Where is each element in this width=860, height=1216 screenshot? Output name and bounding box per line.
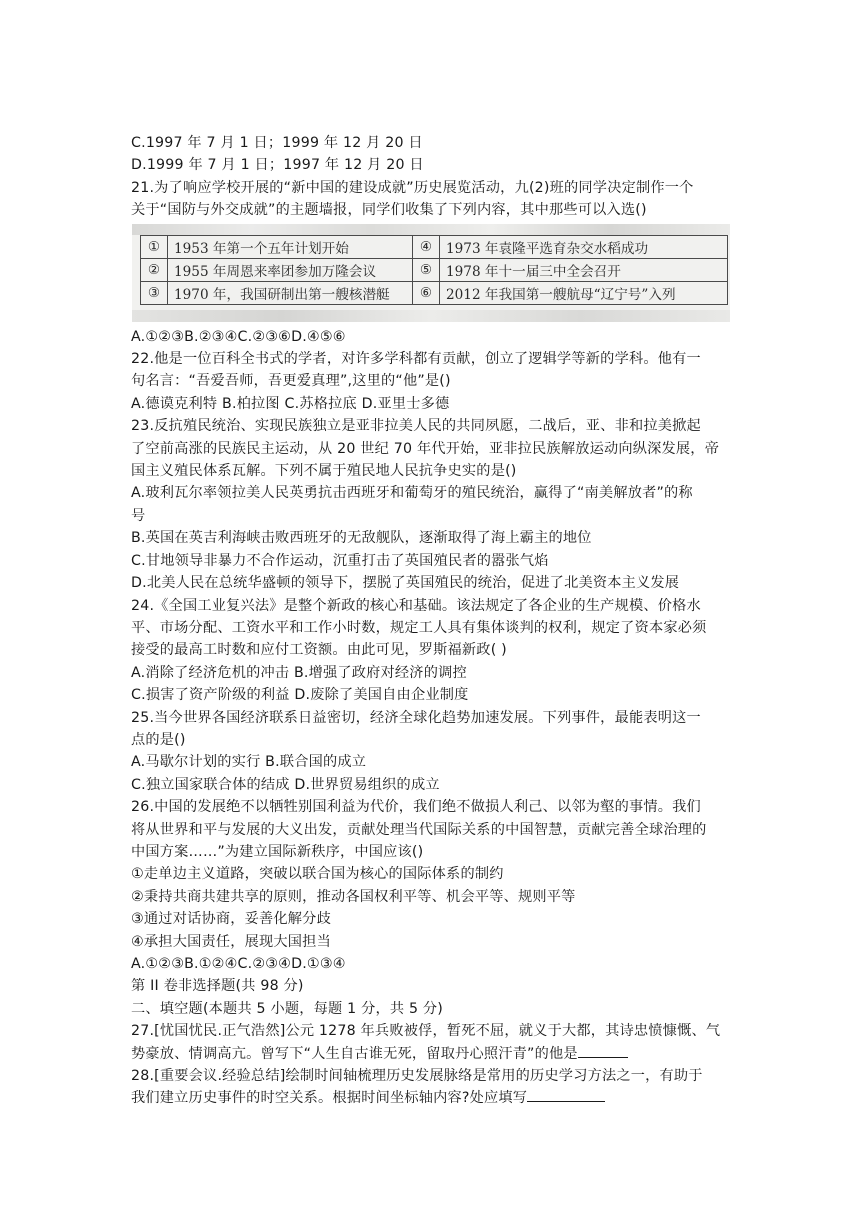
text-line — [131, 662, 731, 684]
text-line-content: 点的是() — [131, 731, 186, 748]
text-line-content: 第 II 卷非选择题(共 98 分) — [131, 978, 304, 995]
answer-blank[interactable] — [578, 1043, 628, 1058]
text-line — [131, 819, 731, 841]
text-line-content: A.①②③B.②③④C.②③⑥D.④⑤⑥ — [131, 328, 346, 345]
text-line — [131, 177, 731, 199]
text-line — [131, 154, 731, 176]
table-cell: 1973 年袁隆平选育杂交水稻成功 — [440, 235, 728, 258]
text-line-content: 国主义殖民体系瓦解。下列不属于殖民地人民抗争史实的是() — [131, 463, 517, 480]
text-line — [131, 326, 731, 348]
table-row — [141, 281, 728, 304]
event-table — [140, 235, 728, 305]
text-line — [131, 998, 731, 1020]
text-line — [131, 550, 731, 572]
text-line — [131, 460, 731, 482]
table-cell: ① — [141, 235, 168, 258]
text-line — [131, 707, 731, 729]
text-line-content: A.消除了经济危机的冲击 B.增强了政府对经济的调控 — [131, 664, 467, 681]
text-line — [131, 684, 731, 706]
table-cell: ② — [141, 258, 168, 281]
text-line-content: C.损害了资产阶级的利益 D.废除了美国自由企业制度 — [131, 687, 469, 704]
text-line-content: B.英国在英吉利海峡击败西班牙的无敌舰队，逐渐取得了海上霸主的地位 — [131, 530, 592, 547]
table-cell: ⑥ — [413, 281, 440, 304]
text-line — [131, 1087, 731, 1109]
text-line — [131, 199, 731, 221]
text-line-content: ②秉持共商共建共享的原则，推动各国权利平等、机会平等、规则平等 — [131, 888, 576, 905]
text-line-content: 号 — [131, 507, 146, 524]
text-line-content: 势豪放、情调高亢。曾写下“人生自古谁无死，留取丹心照汗青”的他是 — [131, 1045, 578, 1062]
text-line — [131, 751, 731, 773]
text-line — [131, 729, 731, 751]
text-line-content: D.北美人民在总统华盛顿的领导下，摆脱了英国殖民的统治，促进了北美资本主义发展 — [131, 575, 680, 592]
scanned-table-image — [132, 224, 730, 322]
text-line — [131, 595, 731, 617]
text-line-content: ③通过对话协商，妥善化解分歧 — [131, 911, 331, 928]
text-line — [131, 348, 731, 370]
text-line-content: 关于“国防与外交成就”的主题墙报，同学们收集了下列内容，其中那些可以入选() — [131, 202, 647, 219]
text-line-content: C.独立国家联合体的结成 D.世界贸易组织的成立 — [131, 776, 440, 793]
text-block-after-table — [131, 326, 731, 1110]
text-line-content: 22.他是一位百科全书式的学者，对许多学科都有贡献，创立了逻辑学等新的学科。他有一 — [131, 351, 701, 368]
text-line-content: 二、填空题(本题共 5 小题，每题 1 分，共 5 分) — [131, 1000, 443, 1017]
text-line-content: 将从世界和平与发展的大义出发，贡献处理当代国际关系的中国智慧，贡献完善全球治理的 — [131, 821, 707, 838]
text-line-content: 21.为了响应学校开展的“新中国的建设成就”历史展览活动，九(2)班的同学决定制作一个 — [131, 179, 694, 196]
text-line — [131, 1043, 731, 1065]
table-cell: 2012 年我国第一艘航母“辽宁号”入列 — [440, 281, 728, 304]
text-line-content: C.甘地领导非暴力不合作运动，沉重打击了英国殖民者的嚣张气焰 — [131, 552, 549, 569]
text-line-content: C.1997 年 7 月 1 日；1999 年 12 月 20 日 — [131, 135, 423, 151]
answer-blank[interactable] — [527, 1087, 605, 1102]
table-cell: ④ — [413, 235, 440, 258]
text-line-content: D.1999 年 7 月 1 日；1997 年 12 月 20 日 — [131, 157, 424, 174]
table-cell: 1978 年十一届三中全会召开 — [440, 258, 728, 281]
table-cell: 1953 年第一个五年计划开始 — [168, 235, 413, 258]
table-cell: ⑤ — [413, 258, 440, 281]
table-cell: 1955 年周恩来率团参加万隆会议 — [168, 258, 413, 281]
text-line-content: ④承担大国责任，展现大国担当 — [131, 933, 331, 950]
text-line-content: 26.中国的发展绝不以牺牲别国利益为代价，我们绝不做损人利己、以邻为壑的事情。我们 — [131, 799, 701, 816]
text-line-content: 28.[重要会议.经验总结]绘制时间轴梳理历史发展脉络是常用的历史学习方法之一，有助于 — [131, 1068, 703, 1085]
text-line — [131, 415, 731, 437]
text-line-content: 了空前高涨的民族民主运动，从 20 世纪 70 年代开始，亚非拉民族解放运动向纵深发展，帝 — [131, 440, 720, 457]
text-block-before-table — [131, 132, 731, 222]
text-line — [131, 975, 731, 997]
text-line — [131, 931, 731, 953]
text-line — [131, 527, 731, 549]
text-line — [131, 953, 731, 975]
text-line — [131, 617, 731, 639]
text-line — [131, 370, 731, 392]
text-line-content: A.玻利瓦尔率领拉美人民英勇抗击西班牙和葡萄牙的殖民统治，赢得了“南美解放者”的称 — [131, 485, 693, 502]
text-line — [131, 886, 731, 908]
text-line-content: A.德谟克利特 B.柏拉图 C.苏格拉底 D.亚里士多德 — [131, 395, 450, 412]
table-cell: 1970 年，我国研制出第一艘核潜艇 — [168, 281, 413, 304]
text-line-content: 27.[忧国忧民.正气浩然]公元 1278 年兵败被俘，暂死不屈，就义于大都，其诗忠愤慷慨、气 — [131, 1023, 721, 1040]
text-line — [131, 132, 731, 154]
text-line — [131, 572, 731, 594]
text-line — [131, 482, 731, 504]
text-line — [131, 908, 731, 930]
text-line-content: A.①②③B.①②④C.②③④D.①③④ — [131, 956, 346, 972]
exam-page — [131, 132, 731, 1110]
text-line — [131, 1020, 731, 1042]
blurred-scan-edge — [132, 310, 730, 322]
text-line-content: ①走单边主义道路，突破以联合国为核心的国际体系的制约 — [131, 866, 504, 883]
table-row — [141, 235, 728, 258]
text-line — [131, 393, 731, 415]
text-line-content: A.马歇尔计划的实行 B.联合国的成立 — [131, 754, 367, 771]
text-line — [131, 639, 731, 661]
table-row — [141, 258, 728, 281]
text-line-content: 25.当今世界各国经济联系日益密切，经济全球化趋势加速发展。下列事件，最能表明这一 — [131, 709, 701, 726]
text-line — [131, 438, 731, 460]
text-line-content: 接受的最高工时数和应付工资额。由此可见，罗斯福新政( ) — [131, 642, 507, 659]
blurred-scan-edge — [132, 224, 730, 235]
text-line — [131, 796, 731, 818]
text-line — [131, 774, 731, 796]
text-line — [131, 841, 731, 863]
table-cell: ③ — [141, 281, 168, 304]
text-line-content: 句名言：“吾爱吾师，吾更爱真理”,这里的“他”是() — [131, 373, 451, 390]
text-line — [131, 863, 731, 885]
text-line-content: 平、市场分配、工资水平和工作小时数，规定工人具有集体谈判的权利，规定了资本家必须 — [131, 619, 707, 636]
text-line-content: 24.《全国工业复兴法》是整个新政的核心和基础。该法规定了各企业的生产规模、价格水 — [131, 597, 701, 614]
text-line-content: 中国方案……”为建立国际新秩序，中国应该() — [131, 843, 424, 860]
text-line-content: 我们建立历史事件的时空关系。根据时间坐标轴内容?处应填写 — [131, 1090, 528, 1107]
text-line — [131, 1065, 731, 1087]
text-line — [131, 505, 731, 527]
text-line-content: 23.反抗殖民统治、实现民族独立是亚非拉美人民的共同夙愿，二战后，亚、非和拉美掀起 — [131, 418, 701, 435]
